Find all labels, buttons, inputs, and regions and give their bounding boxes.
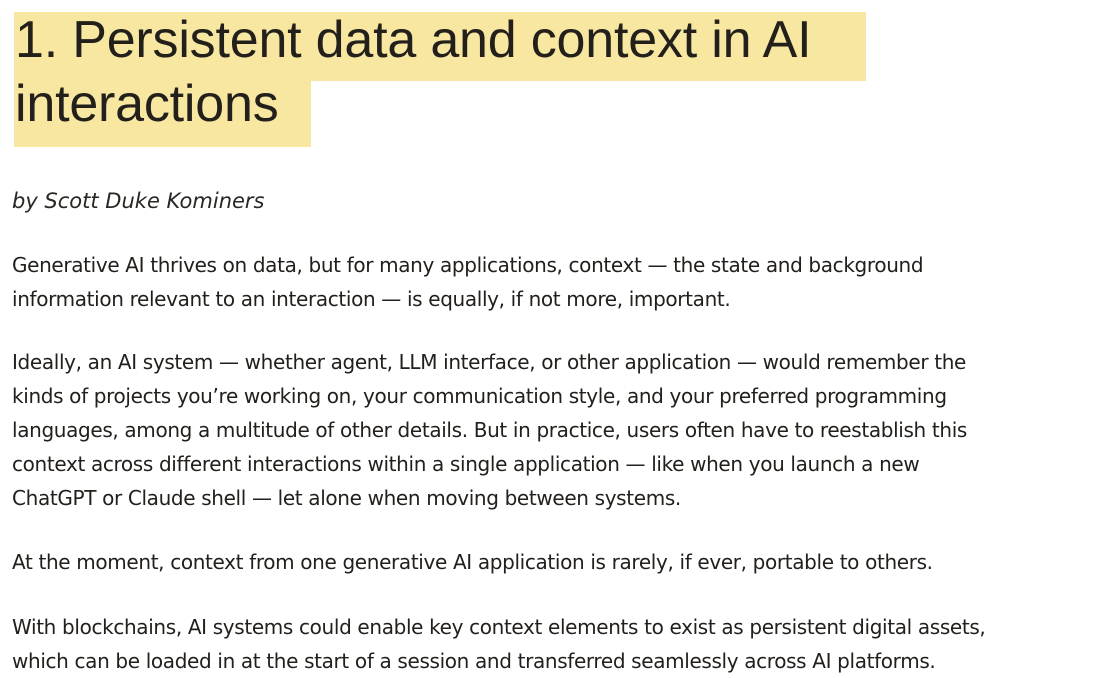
section-title-line-2: interactions bbox=[15, 75, 279, 133]
paragraph-line: Ideally, an AI system — whether agent, LLM interface, or other application — would remember the bbox=[12, 350, 966, 374]
paragraph-line: At the moment, context from one generative AI application is rarely, if ever, portable to others. bbox=[12, 550, 933, 574]
paragraph-line: With blockchains, AI systems could enable key context elements to exist as persistent digital assets, bbox=[12, 615, 986, 639]
paragraph-4 bbox=[12, 610, 985, 678]
article bbox=[12, 0, 1112, 673]
section-title bbox=[15, 8, 915, 136]
paragraph-line: ChatGPT or Claude shell — let alone when moving between systems. bbox=[12, 486, 681, 510]
section-title-line-1: 1. Persistent data and context in AI bbox=[15, 11, 812, 69]
paragraph-1 bbox=[12, 248, 923, 316]
paragraph-line: information relevant to an interaction — is equally, if not more, important. bbox=[12, 287, 731, 311]
section-heading bbox=[12, 0, 1112, 150]
paragraph-line: languages, among a multitude of other details. But in practice, users often have to reestablish this bbox=[12, 418, 967, 442]
paragraph-line: context across different interactions within a single application — like when you launch a new bbox=[12, 452, 920, 476]
paragraph-line: which can be loaded in at the start of a session and transferred seamlessly across AI platforms. bbox=[12, 649, 936, 673]
author-byline: by Scott Duke Kominers bbox=[12, 189, 265, 213]
paragraph-3 bbox=[12, 545, 933, 579]
paragraph-line: kinds of projects you’re working on, your communication style, and your preferred programming bbox=[12, 384, 947, 408]
paragraph-line: Generative AI thrives on data, but for many applications, context — the state and background bbox=[12, 253, 924, 277]
paragraph-2 bbox=[12, 345, 967, 515]
